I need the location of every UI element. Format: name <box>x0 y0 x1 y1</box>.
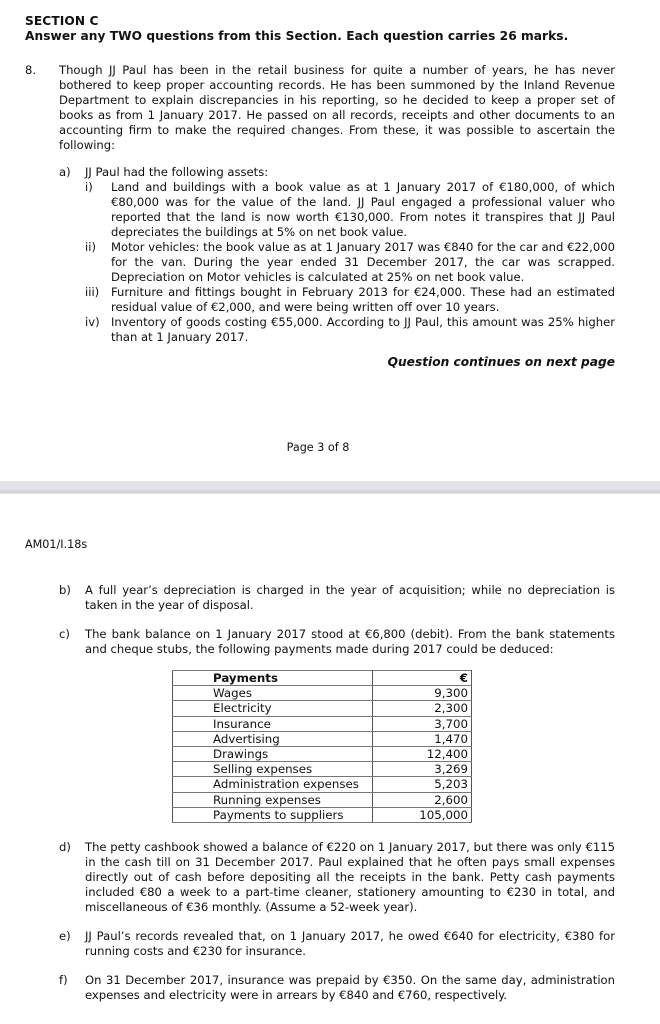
item-text: Motor vehicles: the book value as at 1 January 2017 was €840 for the car and €22,000 for the van. During the year ended 31 December 2017, the car was scrapped. Depreciation on Motor vehicles is calculated at 25% on net book value. <box>111 240 615 285</box>
page-3 <box>0 0 660 481</box>
payment-amount: 1,470 <box>373 731 472 746</box>
item-label: iv) <box>85 315 100 329</box>
part-a-label: a) <box>59 165 71 179</box>
payment-amount: 2,300 <box>373 701 472 716</box>
item-text: Inventory of goods costing €55,000. According to JJ Paul, this amount was 25% higher than at 1 January 2017. <box>111 315 615 345</box>
table-row <box>173 807 472 822</box>
payment-label: Running expenses <box>173 792 373 807</box>
item-label: iii) <box>85 285 100 299</box>
item-label: ii) <box>85 240 96 254</box>
part-c-label: c) <box>59 627 70 641</box>
item-text: Land and buildings with a book value as at 1 January 2017 of €180,000, of which €80,000 was for the value of the land. JJ Paul engaged a professional valuer who reported that the land is now worth €130,000. From notes it transpires that JJ Paul depreciates the buildings at 5% on net book value. <box>111 180 615 240</box>
payment-label: Drawings <box>173 747 373 762</box>
part-f-text: On 31 December 2017, insurance was prepaid by €350. On the same day, administration expenses and electricity were in arrears by €840 and €760, respectively. <box>85 973 615 1003</box>
payment-amount: 5,203 <box>373 777 472 792</box>
table-row <box>173 777 472 792</box>
part-d-label: d) <box>59 840 71 854</box>
page-separator <box>0 481 660 494</box>
payment-label: Selling expenses <box>173 762 373 777</box>
part-e-label: e) <box>59 929 71 943</box>
payment-label: Electricity <box>173 701 373 716</box>
payment-amount: 3,269 <box>373 762 472 777</box>
question-intro: Though JJ Paul has been in the retail business for quite a number of years, he has never bothered to keep proper accounting records. He has been summoned by the Inland Revenue Department to explain discrepancies in his reporting, so he decided to keep a proper set of books as from 1 January 2017. He passed on all records, receipts and other documents to an accounting firm to make the required changes. From these, it was possible to ascertain the following: <box>59 63 615 153</box>
part-b-text: A full year’s depreciation is charged in the year of acquisition; while no depreciation is taken in the year of disposal. <box>85 583 615 613</box>
table-row <box>173 686 472 701</box>
header-euro: € <box>373 671 472 686</box>
continues-note: Question continues on next page <box>387 355 615 369</box>
payment-label: Wages <box>173 686 373 701</box>
table-row <box>173 747 472 762</box>
item-text: Furniture and fittings bought in February 2013 for €24,000. These had an estimated residual value of €2,000, and were being written off over 10 years. <box>111 285 615 315</box>
document-code: AM01/I.18s <box>25 538 88 551</box>
table-header-row <box>173 671 472 686</box>
part-f-label: f) <box>59 973 68 987</box>
section-instruction: Answer any TWO questions from this Section. Each question carries 26 marks. <box>25 29 569 43</box>
page-number: Page 3 of 8 <box>286 441 350 454</box>
payment-amount: 105,000 <box>373 807 472 822</box>
part-b-label: b) <box>59 583 71 597</box>
part-d-text: The petty cashbook showed a balance of €220 on 1 January 2017, but there was only €115 in the cash till on 31 December 2017. Paul explained that he often pays small expenses directly out of cash before depositing all the receipts in the bank. Petty cash payments included €80 a week to a part-time cleaner, stationery amounting to €230 in total, and miscellaneous of €36 monthly. (Assume a 52-week year). <box>85 840 615 915</box>
payment-label: Payments to suppliers <box>173 807 373 822</box>
question-number: 8. <box>25 63 37 77</box>
payment-label: Advertising <box>173 731 373 746</box>
part-c-text: The bank balance on 1 January 2017 stood at €6,800 (debit). From the bank statements and cheque stubs, the following payments made during 2017 could be deduced: <box>85 627 615 657</box>
table-row <box>173 716 472 731</box>
part-e-text: JJ Paul’s records revealed that, on 1 January 2017, he owed €640 for electricity, €380 for running costs and €230 for insurance. <box>85 929 615 959</box>
payment-label: Administration expenses <box>173 777 373 792</box>
payment-amount: 9,300 <box>373 686 472 701</box>
payment-amount: 3,700 <box>373 716 472 731</box>
payment-label: Insurance <box>173 716 373 731</box>
payment-amount: 2,600 <box>373 792 472 807</box>
table-row <box>173 762 472 777</box>
part-a-intro: JJ Paul had the following assets: <box>85 165 269 179</box>
payment-amount: 12,400 <box>373 747 472 762</box>
item-label: i) <box>85 180 93 194</box>
section-title: SECTION C <box>25 14 99 28</box>
payments-table <box>172 670 472 823</box>
table-row <box>173 701 472 716</box>
table-row <box>173 731 472 746</box>
header-payments: Payments <box>173 671 373 686</box>
table-row <box>173 792 472 807</box>
